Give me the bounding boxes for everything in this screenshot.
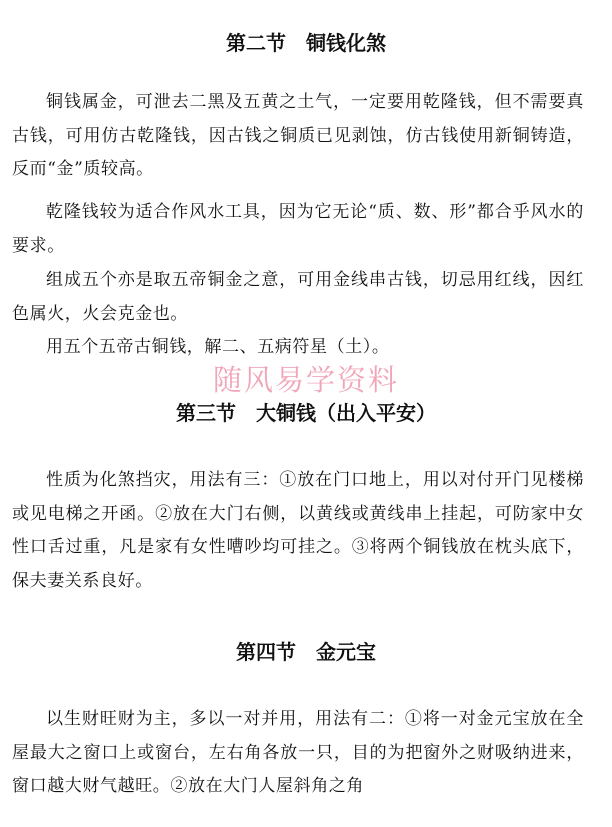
section-4-title: 第四节 金元宝 <box>236 640 376 664</box>
section-2-paragraph-3: 组成五个亦是取五帝铜金之意，可用金线串古钱，切忌用红线，因红色属火，火会克金也。 <box>12 270 584 324</box>
section-2-paragraph-4: 用五个五帝古铜钱，解二、五病符星（土）。 <box>46 337 390 357</box>
section-2-paragraph-2: 乾隆钱较为适合作风水工具，因为它无论“质、数、形”都合乎风水的要求。 <box>12 202 584 256</box>
section-2-paragraph-1: 铜钱属金，可泄去二黑及五黄之土气，一定要用乾隆钱，但不需要真古钱，可用仿古乾隆钱，因古钱之铜质已见剥蚀，仿古钱使用新铜铸造，反而“金”质较高。 <box>12 92 584 179</box>
section-3-paragraph-1: 性质为化煞挡灾，用法有三：①放在门口地上，用以对付开门见楼梯或见电梯之开函。②放在大门右侧，以黄线或黄线串上挂起，可防家中女性口舌过重，凡是家有女性嘈吵均可挂之。③将两个铜钱放在枕头底下，保夫妻关系良好。 <box>12 470 584 591</box>
section-4-paragraph-1: 以生财旺财为主，多以一对并用，用法有二：①将一对金元宝放在全屋最大之窗口上或窗台，左右角各放一只，目的为把窗外之财吸纳进来，窗口越大财气越旺。②放在大门人屋斜角之角 <box>12 709 584 796</box>
watermark-text: 随风易学资料 <box>212 363 399 397</box>
section-3-title: 第三节 大铜钱（出入平安） <box>176 401 436 425</box>
section-2-title: 第二节 铜钱化煞 <box>226 31 386 55</box>
